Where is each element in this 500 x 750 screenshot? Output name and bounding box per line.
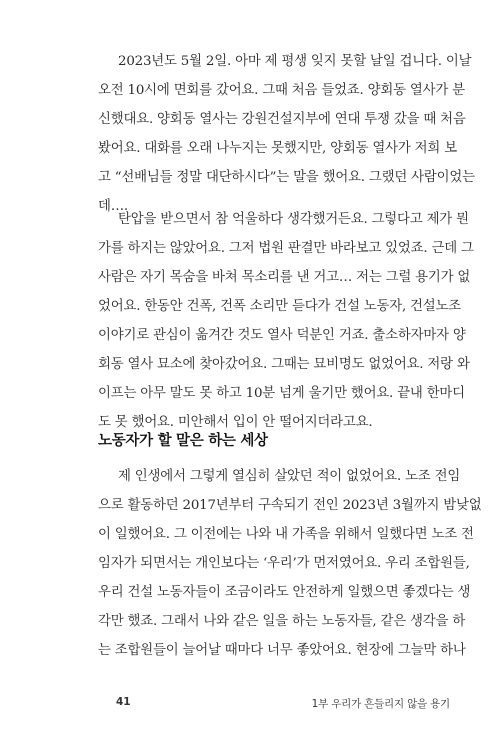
text-line: 우리 건설 노동자들이 조금이라도 안전하게 일했으면 좋겠다는 생 bbox=[98, 585, 471, 600]
running-title: 1부 우리가 흔들리지 않을 용기 bbox=[311, 698, 450, 710]
text-line: 이 일했어요. 그 이전에는 나와 내 가족을 위해서 일했다면 노조 전 bbox=[98, 527, 474, 542]
text-line: 오전 10시에 면회를 갔어요. 그때 처음 들었죠. 양회동 열사가 분 bbox=[98, 83, 465, 98]
text-line: 사람은 자기 목숨을 바쳐 목소리를 낸 거고… 저는 그럴 용기가 없 bbox=[98, 270, 471, 285]
text-line: 2023년도 5월 2일. 아마 제 평생 잊지 못할 날일 겁니다. 이날 bbox=[118, 54, 472, 69]
paragraph-3 bbox=[98, 462, 482, 665]
text-line: 는 조합원들이 늘어날 때마다 너무 좋았어요. 현장에 그늘막 하나 bbox=[98, 643, 466, 658]
text-line: 신했대요. 양회동 열사는 강원건설지부에 연대 투쟁 갔을 때 처음 bbox=[98, 112, 466, 127]
page-number: 41 bbox=[116, 696, 131, 708]
text-line: 가를 하지는 않았어요. 그저 법원 판결만 바라보고 있었죠. 근데 그 bbox=[98, 241, 474, 256]
paragraph-1 bbox=[98, 47, 475, 221]
text-line: 으로 활동하던 2017년부터 구속되기 전인 2023년 3월까지 밤낮없 bbox=[98, 498, 482, 513]
text-line: 었어요. 한동안 건폭, 건폭 소리만 듣다가 건설 노동자, 건설노조 bbox=[98, 299, 462, 314]
section-heading: 노동자가 할 말은 하는 세상 bbox=[98, 433, 268, 449]
text-line: 도 못 했어요. 미안해서 입이 안 떨어지더라고요. bbox=[98, 415, 373, 430]
text-line: 각만 했죠. 그래서 나와 같은 일을 하는 노동자들, 같은 생각을 하 bbox=[98, 614, 466, 629]
text-line: 고 “선배님들 정말 대단하시다”는 말을 했어요. 그랬던 사람이었는 bbox=[98, 170, 475, 185]
text-line: 탄압을 받으면서 참 억울하다 생각했거든요. 그렇다고 제가 뭔 bbox=[118, 212, 469, 227]
text-line: 임자가 되면서는 개인보다는 ‘우리’가 먼저였어요. 우리 조합원들, bbox=[98, 556, 470, 571]
text-line: 제 인생에서 그렇게 열심히 살았던 적이 없었어요. 노조 전임 bbox=[118, 469, 461, 484]
text-line: 봤어요. 대화를 오래 나누지는 못했지만, 양회동 열사가 저희 보 bbox=[98, 141, 457, 156]
paragraph-2 bbox=[98, 205, 474, 437]
text-line: 데…. bbox=[98, 199, 128, 214]
text-line: 회동 열사 묘소에 찾아갔어요. 그때는 묘비명도 없었어요. 저랑 와 bbox=[98, 357, 470, 372]
text-line: 이야기로 관심이 옮겨간 것도 열사 덕분인 거죠. 출소하자마자 양 bbox=[98, 328, 466, 343]
text-line: 이프는 아무 말도 못 하고 10분 넘게 울기만 했어요. 끝내 한마디 bbox=[98, 386, 465, 401]
